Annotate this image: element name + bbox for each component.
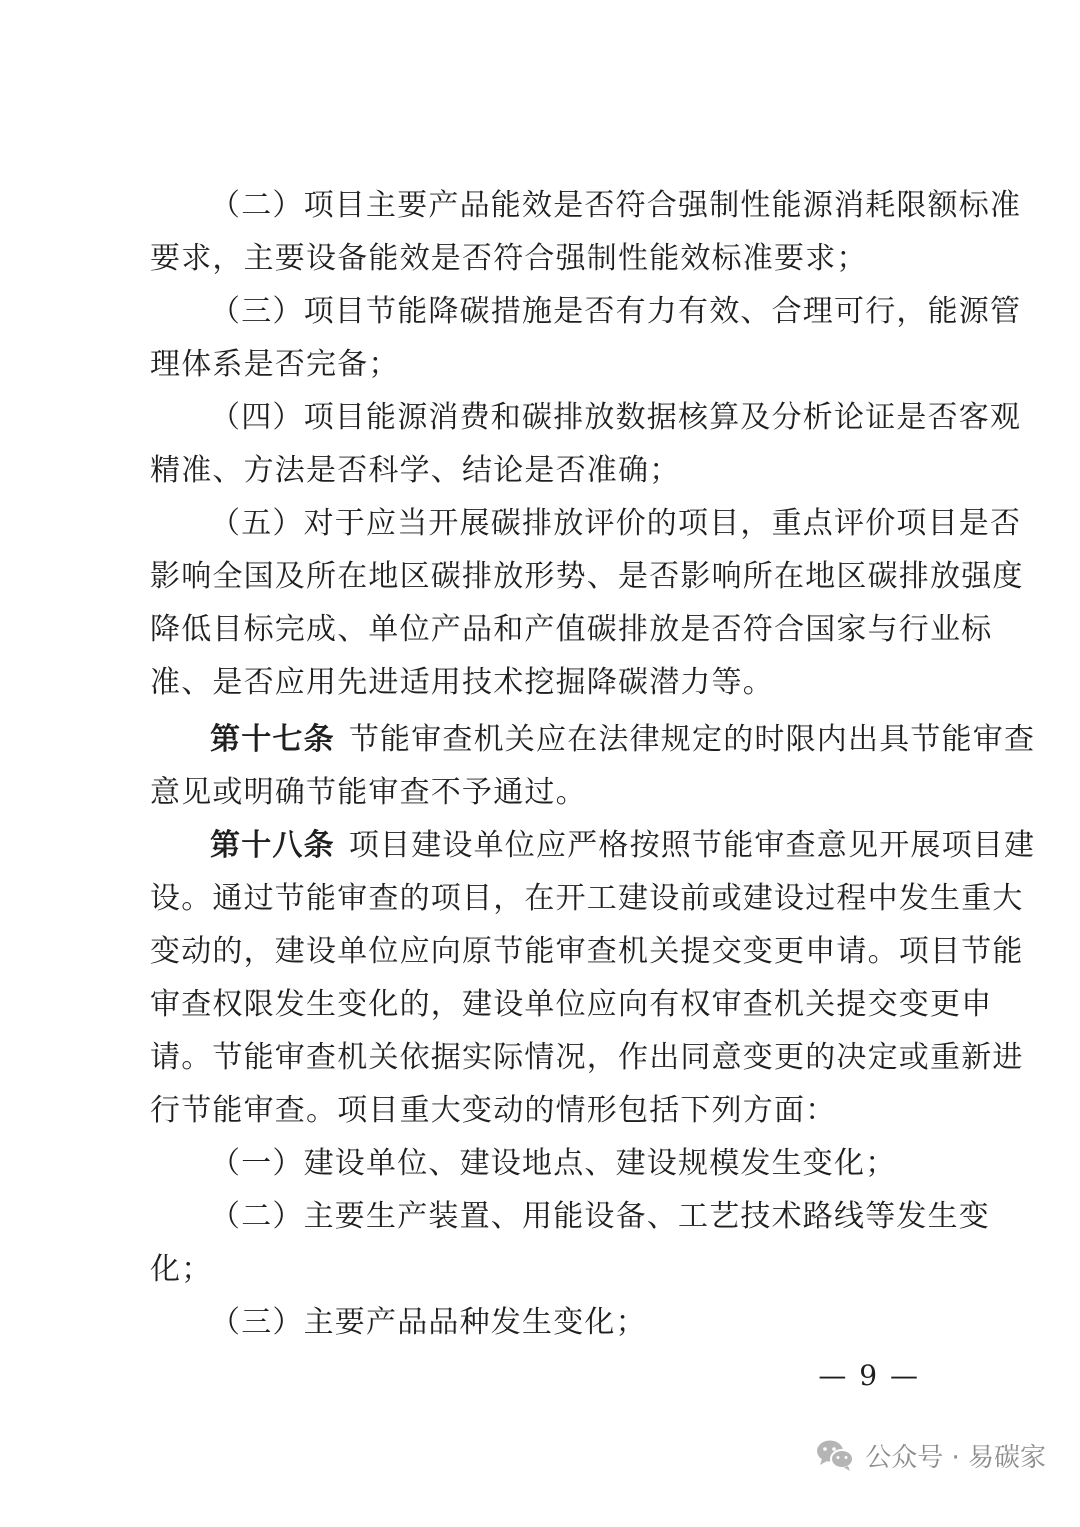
paragraph-line: 影响全国及所在地区碳排放形势、是否影响所在地区碳排放强度 — [150, 559, 1024, 594]
paragraph-line: （五）对于应当开展碳排放评价的项目，重点评价项目是否 — [210, 506, 1022, 541]
list-item: （一）建设单位、建设地点、建设规模发生变化； — [210, 1146, 897, 1181]
wechat-icon — [815, 1438, 855, 1472]
paragraph-line: 意见或明确节能审查不予通过。 — [150, 775, 587, 810]
paragraph-line: （三）项目节能降碳措施是否有力有效、合理可行，能源管 — [210, 294, 1022, 329]
paragraph-line: 理体系是否完备； — [150, 347, 400, 382]
article-17-text: 节能审查机关应在法律规定的时限内出具节能审查 — [348, 722, 1036, 757]
article-17-heading: 第十七条 — [210, 722, 335, 757]
article-18-heading: 第十八条 — [210, 828, 335, 863]
paragraph-line: 行节能审查。项目重大变动的情形包括下列方面： — [150, 1093, 837, 1128]
paragraph-line: 精准、方法是否科学、结论是否准确； — [150, 453, 681, 488]
list-item-continuation: 化； — [150, 1252, 213, 1287]
paragraph-line: 审查权限发生变化的，建设单位应向有权审查机关提交变更申 — [150, 987, 993, 1022]
paragraph-line: （二）项目主要产品能效是否符合强制性能源消耗限额标准 — [210, 188, 1022, 223]
article-18-line-1 — [210, 826, 1036, 866]
page-number: — 9 — — [818, 1359, 920, 1392]
wechat-watermark — [815, 1433, 1046, 1477]
paragraph-line: 准、是否应用先进适用技术挖掘降碳潜力等。 — [150, 665, 774, 700]
paragraph-line: 请。节能审查机关依据实际情况，作出同意变更的决定或重新进 — [150, 1040, 1024, 1075]
article-18-text: 项目建设单位应严格按照节能审查意见开展项目建 — [348, 828, 1036, 863]
paragraph-line: （四）项目能源消费和碳排放数据核算及分析论证是否客观 — [210, 400, 1022, 435]
paragraph-line: 设。通过节能审查的项目，在开工建设前或建设过程中发生重大 — [150, 881, 1024, 916]
watermark-text: 公众号 · 易碳家 — [865, 1442, 1046, 1473]
paragraph-line: 降低目标完成、单位产品和产值碳排放是否符合国家与行业标 — [150, 612, 993, 647]
paragraph-line: 变动的，建设单位应向原节能审查机关提交变更申请。项目节能 — [150, 934, 1024, 969]
article-17-line-1 — [210, 720, 1036, 760]
list-item: （二）主要生产装置、用能设备、工艺技术路线等发生变 — [210, 1199, 990, 1234]
paragraph-line: 要求，主要设备能效是否符合强制性能效标准要求； — [150, 241, 868, 276]
list-item: （三）主要产品品种发生变化； — [210, 1305, 647, 1340]
